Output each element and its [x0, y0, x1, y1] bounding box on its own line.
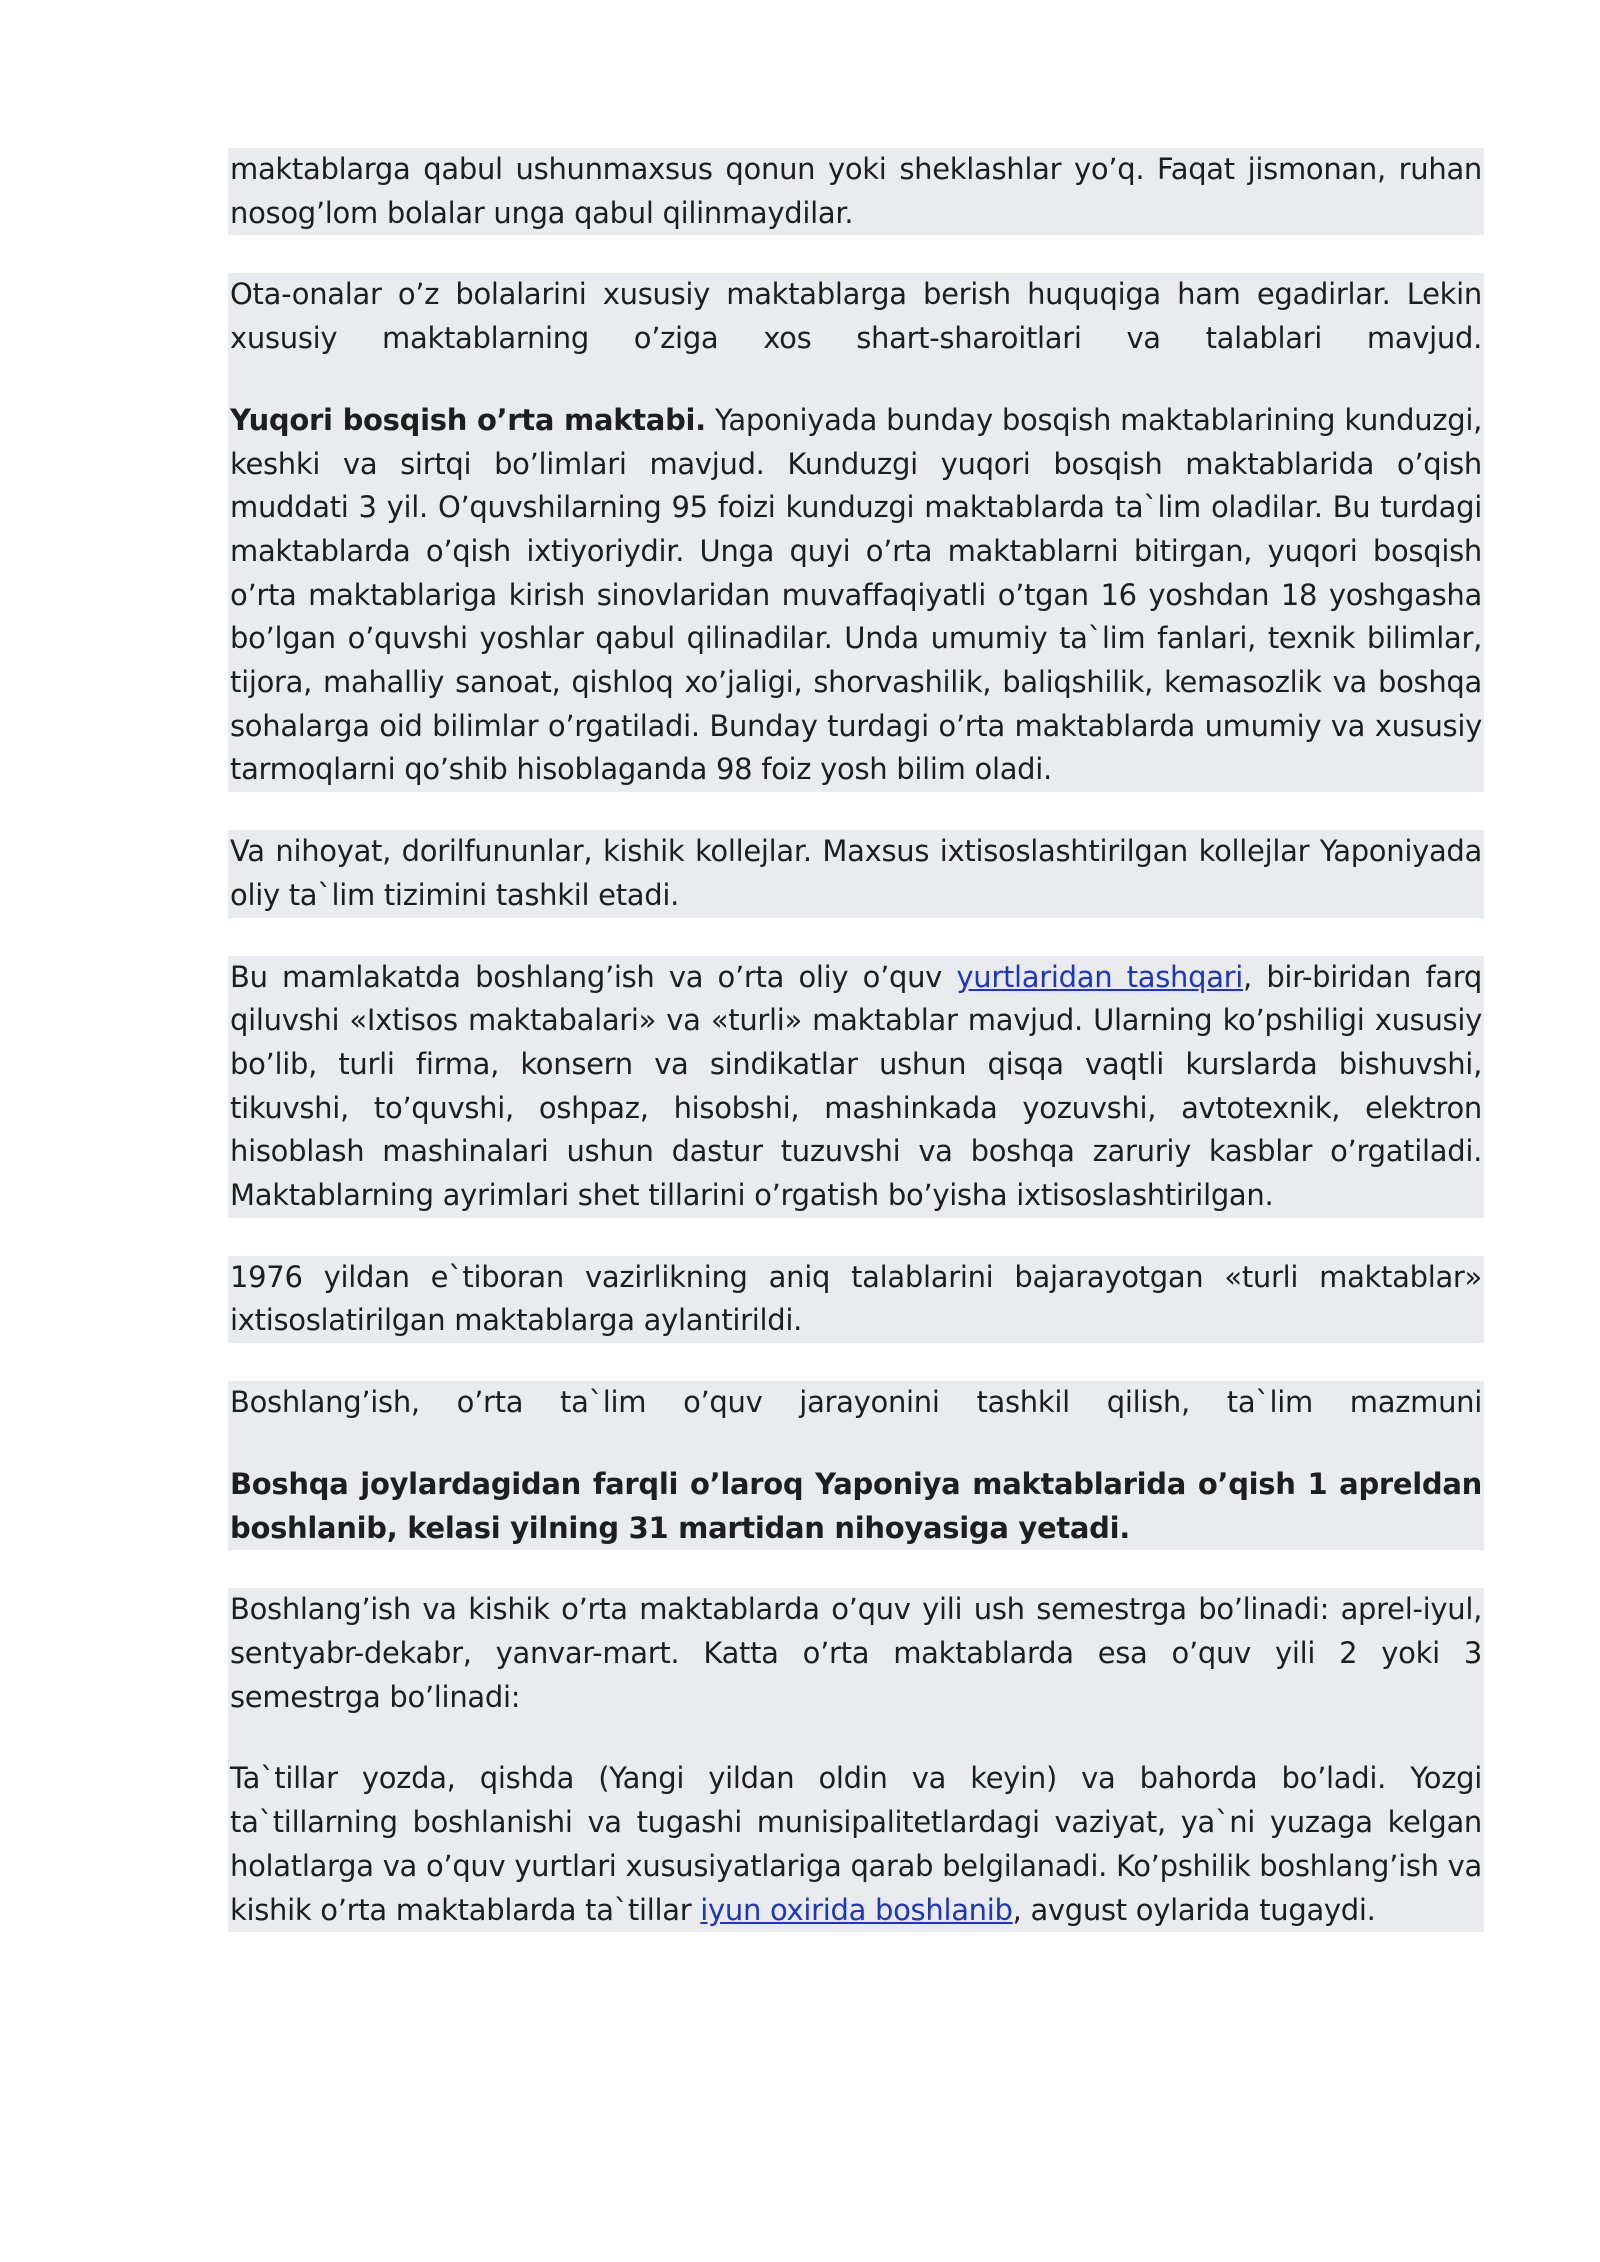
paragraph-universities: Va nihoyat, dorilfununlar, kishik kollejlar. Maxsus ixtisoslashtirilgan kollejlar Yaponiyada oliy ta`lim tizimini tashkil etadi. — [228, 830, 1484, 917]
paragraph-special-schools — [228, 956, 1484, 1218]
paragraph-gap — [228, 918, 1484, 956]
paragraph-private-schools: Ota-onalar o’z bolalarini xususiy maktablarga berish huquqiga ham egadirlar. Lekin xususiy maktablarning o’ziga xos shart-sharoitlari va talablari mavjud. — [228, 273, 1484, 360]
paragraph-1976: 1976 yildan e`tiboran vazirlikning aniq talablarini bajarayotgan «turli maktablar» ixtisoslatirilgan maktablarga aylantirildi. — [228, 1256, 1484, 1343]
paragraph-gap — [228, 1719, 1484, 1757]
document-body — [228, 148, 1484, 1932]
paragraph-gap — [228, 1425, 1484, 1463]
link-iyun-oxirida-boshlanib[interactable]: iyun oxirida boshlanib — [700, 1892, 1013, 1927]
paragraph-text: Ta`tillar yozda, qishda (Yangi yildan oldin va keyin) va bahorda bo’ladi. Yozgi ta`tillarning boshlanishi va tugashi munisipalitetlardagi vaziyat, ya`ni yuzaga kelgan holatlarga va o’quv yurtlari xususiyatlariga qarab belgilanadi. Ko’pshilik boshlang’ish va kishik o’rta maktablarda ta`tillar — [230, 1761, 1482, 1927]
paragraph-gap — [228, 361, 1484, 399]
paragraph-holidays — [228, 1757, 1484, 1932]
paragraph-gap — [228, 235, 1484, 273]
section-heading-upper-secondary: Yuqori bosqish o’rta maktabi. — [230, 402, 706, 437]
paragraph-school-year: Boshqa joylardagidan farqli o’laroq Yaponiya maktablarida o’qish 1 apreldan boshlanib, kelasi yilning 31 martidan nihoyasiga yetadi. — [228, 1463, 1484, 1550]
paragraph-text: Yaponiyada bunday bosqish maktablarining kunduzgi, keshki va sirtqi bo’limlari mavjud. Kunduzgi yuqori bosqish maktablarida o’qish muddati 3 yil. O’quvshilarning 95 foizi kunduzgi maktablarda ta`lim oladilar. Bu turdagi maktablarda o’qish ixtiyoriydir. Unga quyi o’rta maktablarni bitirgan, yuqori bosqish o’rta maktablariga kirish sinovlaridan muvaffaqiyatli o’tgan 16 yoshdan 18 yoshgasha bo’lgan o’quvshi yoshlar qabul qilinadilar. Unda umumiy ta`lim fanlari, texnik bilimlar, tijora, mahalliy sanoat, qishloq xo’jaligi, shorvashilik, baliqshilik, kemasozlik va boshqa sohalarga oid bilimlar o’rgatiladi. Bunday turdagi o’rta maktablarda umumiy va xususiy tarmoqlarni qo’shib hisoblaganda 98 foiz yosh bilim oladi. — [230, 402, 1482, 787]
link-yurtlaridan-tashqari[interactable]: yurtlaridan tashqari — [956, 959, 1244, 994]
paragraph-gap — [228, 1343, 1484, 1381]
paragraph-admission: maktablarga qabul ushunmaxsus qonun yoki sheklashlar yo’q. Faqat jismonan, ruhan nosog’lom bolalar unga qabul qilinmaydilar. — [228, 148, 1484, 235]
paragraph-semesters: Boshlang’ish va kishik o’rta maktablarda o’quv yili ush semestrga bo’linadi: aprel-iyul, sentyabr-dekabr, yanvar-mart. Katta o’rta maktablarda esa o’quv yili 2 yoki 3 semestrga bo’linadi: — [228, 1588, 1484, 1719]
paragraph-curriculum: Boshlang’ish, o’rta ta`lim o’quv jarayonini tashkil qilish, ta`lim mazmuni — [228, 1381, 1484, 1425]
paragraph-text: , avgust oylarida tugaydi. — [1012, 1892, 1376, 1927]
paragraph-gap — [228, 792, 1484, 830]
paragraph-gap — [228, 1218, 1484, 1256]
paragraph-text: , bir-biridan farq qiluvshi «Ixtisos maktabalari» va «turli» maktablar mavjud. Ularning ko’pshiligi xususiy bo’lib, turli firma, konsern va sindikatlar ushun qisqa vaqtli kurslarda bishuvshi, tikuvshi, to’quvshi, oshpaz, hisobshi, mashinkada yozuvshi, avtotexnik, elektron hisoblash mashinalari ushun dastur tuzuvshi va boshqa zaruriy kasblar o’rgatiladi. Maktablarning ayrimlari shet tillarini o’rgatish bo’yisha ixtisoslashtirilgan. — [230, 959, 1482, 1213]
paragraph-gap — [228, 1550, 1484, 1588]
paragraph-upper-secondary — [228, 399, 1484, 792]
paragraph-text: Bu mamlakatda boshlang’ish va o’rta oliy o’quv — [230, 959, 957, 994]
